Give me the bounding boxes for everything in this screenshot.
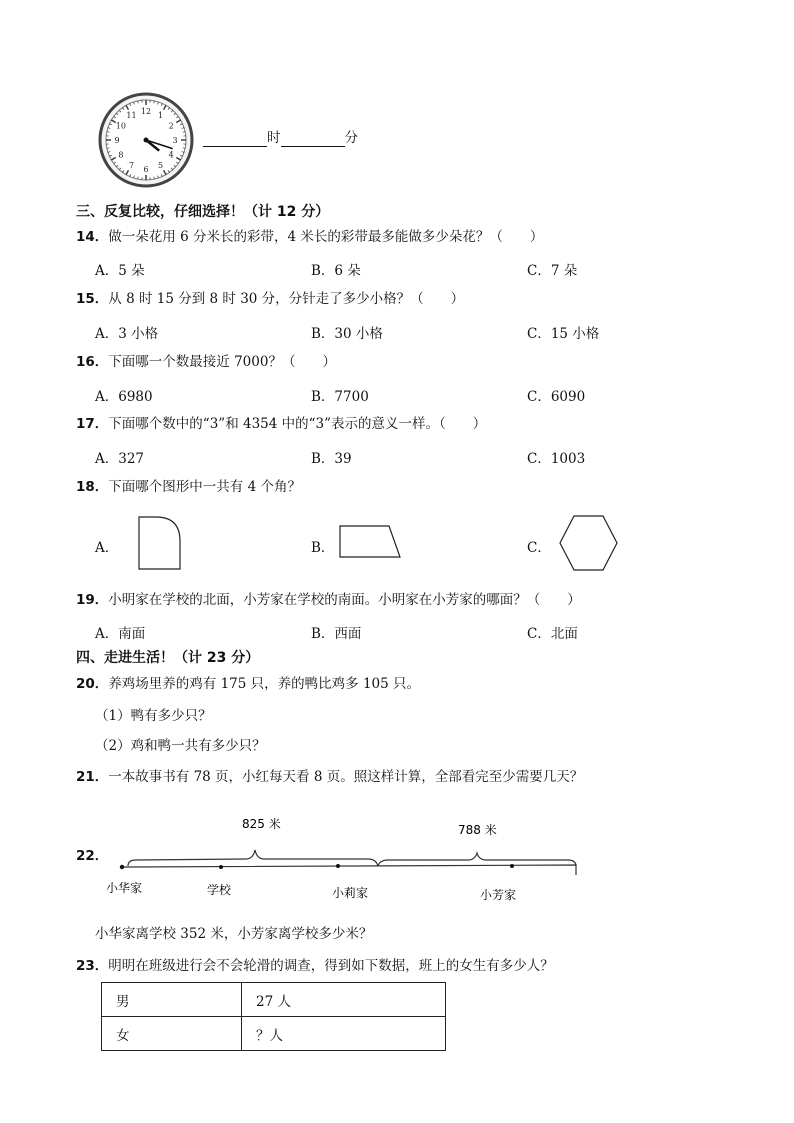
question-17 [76, 415, 486, 433]
question-19 [76, 591, 581, 609]
q18-option-a[interactable]: A． [95, 540, 119, 556]
q16-option-b[interactable]: B．7700 [311, 389, 369, 405]
minute-blank[interactable] [281, 132, 345, 147]
question-20 [76, 675, 420, 693]
q22-question: 小华家离学校 352 米，小芳家离学校多少米？ [95, 926, 373, 942]
clock-number: 3 [172, 136, 178, 145]
question-number: 21． [76, 769, 109, 785]
place-label-xiaohua: 小华家 [106, 881, 143, 895]
clock-number: 7 [128, 161, 135, 171]
clock-figure [98, 92, 194, 188]
q17-option-a[interactable]: A．327 [95, 451, 145, 467]
q15-option-a[interactable]: A．3 小格 [95, 326, 159, 342]
clock-number: 6 [143, 165, 149, 174]
q19-option-a[interactable]: A．南面 [95, 626, 146, 642]
question-number: 14． [76, 229, 109, 245]
shape-trapezoid[interactable] [334, 522, 406, 562]
table-cell-value: ？人 [242, 1017, 446, 1051]
question-text: 下面哪一个数最接近 7000？（ ） [108, 354, 336, 370]
minute-unit: 分 [344, 130, 358, 146]
road-line [122, 865, 576, 875]
point-school [219, 865, 223, 869]
question-15 [76, 290, 464, 308]
table-cell-label: 女 [102, 1017, 242, 1051]
clock-number: 10 [115, 121, 126, 131]
q17-option-c[interactable]: C．1003 [527, 451, 586, 467]
q14-option-c[interactable]: C．7 朵 [527, 263, 578, 279]
question-number: 17． [76, 416, 109, 432]
question-14 [76, 228, 543, 246]
point-xiaoli-home [336, 864, 340, 868]
question-text: 小明家在学校的北面，小芳家在学校的南面。小明家在小芳家的哪面？（ ） [108, 592, 581, 608]
point-xiaofang-home [510, 864, 514, 868]
q16-option-c[interactable]: C．6090 [527, 389, 586, 405]
question-text: 明明在班级进行会不会轮滑的调查，得到如下数据，班上的女生有多少人？ [108, 958, 554, 974]
shape-hexagon[interactable] [556, 512, 622, 574]
question-21 [76, 768, 583, 786]
table-row [102, 1017, 446, 1051]
question-text: 下面哪个图形中一共有 4 个角？ [108, 479, 301, 495]
section-4-title: 四、走进生活！（计 23 分） [76, 650, 260, 666]
q14-option-b[interactable]: B．6 朵 [311, 263, 361, 279]
clock-number: 11 [126, 110, 137, 120]
question-18 [76, 478, 301, 496]
question-22-number: 22． [76, 848, 109, 864]
question-text: 养鸡场里养的鸡有 175 只，养的鸭比鸡多 105 只。 [108, 676, 420, 692]
question-number: 16． [76, 354, 109, 370]
q18-option-c[interactable]: C． [527, 540, 551, 556]
table-row [102, 983, 446, 1017]
q19-option-b[interactable]: B．西面 [311, 626, 362, 642]
table-cell-value: 27 人 [242, 983, 446, 1017]
distance-label-825: 825 米 [242, 817, 281, 831]
shape-a-outline [139, 517, 180, 569]
question-number: 23． [76, 958, 109, 974]
q20-sub-1: （1）鸭有多少只？ [95, 708, 212, 724]
question-23 [76, 957, 554, 975]
q14-option-a[interactable]: A．5 朵 [95, 263, 145, 279]
q15-option-c[interactable]: C．15 小格 [527, 326, 600, 342]
shape-b-outline [340, 526, 400, 557]
clock-number: 5 [157, 161, 164, 171]
question-number: 19． [76, 592, 109, 608]
table-cell-label: 男 [102, 983, 242, 1017]
q17-option-b[interactable]: B．39 [311, 451, 352, 467]
survey-table [101, 982, 446, 1051]
hour-unit: 时 [267, 130, 281, 146]
shape-quarter-round[interactable] [132, 512, 188, 574]
distance-diagram [100, 808, 590, 908]
question-text: 一本故事书有 78 页，小红每天看 8 页。照这样计算，全部看完至少需要几天？ [108, 769, 584, 785]
question-number: 15． [76, 291, 109, 307]
point-xiaohua-home [120, 865, 124, 869]
clock-center [144, 138, 149, 143]
q16-option-a[interactable]: A．6980 [95, 389, 153, 405]
question-text: 下面哪个数中的“3”和 4354 中的“3”表示的意义一样。（ ） [108, 416, 487, 432]
q20-sub-2: （2）鸡和鸭一共有多少只？ [95, 738, 266, 754]
distance-label-788: 788 米 [458, 823, 497, 837]
brace-788 [378, 853, 576, 866]
clock-number: 12 [140, 107, 152, 116]
place-label-xiaofang: 小芳家 [480, 888, 517, 902]
question-text: 做一朵花用 6 分米长的彩带，4 米长的彩带最多能做多少朵花？（ ） [108, 229, 544, 245]
hour-blank[interactable] [203, 132, 267, 147]
q15-option-b[interactable]: B．30 小格 [311, 326, 383, 342]
brace-825 [128, 850, 378, 866]
q19-option-c[interactable]: C．北面 [527, 626, 578, 642]
shape-c-outline [560, 516, 617, 570]
clock-number: 8 [118, 150, 124, 160]
question-text: 从 8 时 15 分到 8 时 30 分，分针走了多少小格？（ ） [108, 291, 465, 307]
place-label-school: 学校 [207, 883, 232, 897]
question-number: 20． [76, 676, 109, 692]
q18-option-b[interactable]: B． [311, 540, 335, 556]
place-label-xiaoli: 小莉家 [332, 886, 369, 900]
question-number: 18． [76, 479, 109, 495]
clock-number: 9 [114, 136, 120, 145]
clock-number: 1 [157, 110, 164, 120]
clock-number: 2 [168, 121, 174, 131]
clock-number: 4 [168, 150, 174, 160]
section-3-title: 三、反复比较，仔细选择！（计 12 分） [76, 204, 330, 220]
question-16 [76, 353, 336, 371]
clock-answer [203, 129, 358, 147]
